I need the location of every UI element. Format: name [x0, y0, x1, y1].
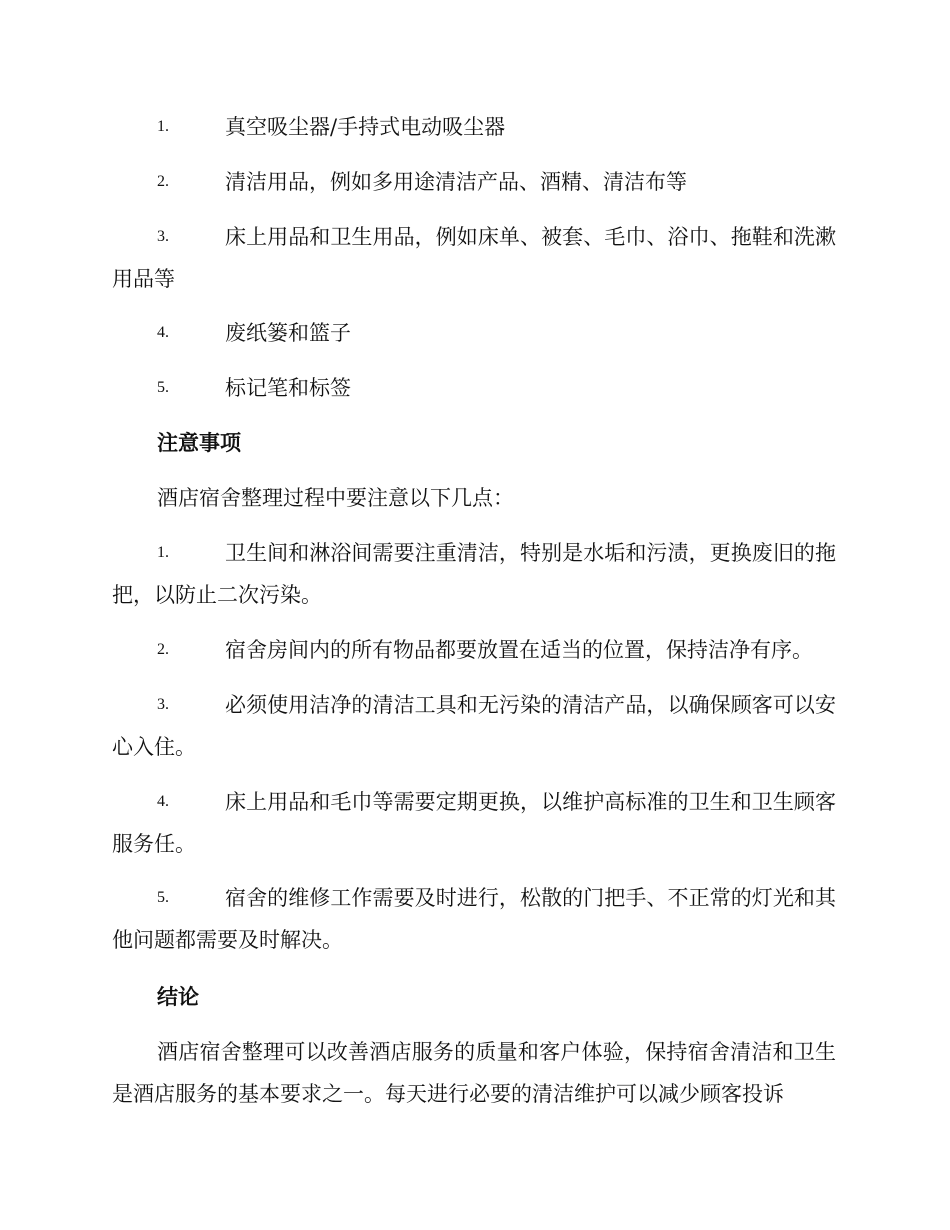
list-item-text: 清洁用品，例如多用途清洁产品、酒精、清洁布等 — [225, 170, 687, 194]
equipment-item — [112, 312, 836, 354]
equipment-item — [112, 216, 836, 300]
list-item-text: 标记笔和标签 — [225, 376, 351, 400]
list-item-text: 真空吸尘器/手持式电动吸尘器 — [225, 115, 506, 139]
conclusion-paragraph: 酒店宿舍整理可以改善酒店服务的质量和客户体验，保持宿舍清洁和卫生是酒店服务的基本要求之一。每天进行必要的清洁维护可以减少顾客投诉 — [112, 1040, 836, 1106]
section-heading-conclusion: 结论 — [157, 984, 199, 1009]
notes-intro: 酒店宿舍整理过程中要注意以下几点： — [157, 486, 514, 510]
list-number: 3. — [157, 228, 169, 245]
list-item-text: 宿舍的维修工作需要及时进行，松散的门把手、不正常的灯光和其他问题都需要及时解决。 — [112, 886, 836, 952]
equipment-item — [112, 161, 836, 203]
list-item-text: 床上用品和毛巾等需要定期更换，以维护高标准的卫生和卫生顾客服务任。 — [112, 790, 836, 856]
note-item — [112, 877, 836, 961]
equipment-item — [112, 367, 836, 409]
list-number: 1. — [157, 544, 169, 561]
list-item-text: 卫生间和淋浴间需要注重清洁，特别是水垢和污渍，更换废旧的拖把，以防止二次污染。 — [112, 541, 836, 607]
list-item-text: 床上用品和卫生用品，例如床单、被套、毛巾、浴巾、拖鞋和洗漱用品等 — [112, 225, 836, 291]
equipment-item — [112, 106, 836, 148]
list-number: 2. — [157, 173, 169, 190]
list-item-text: 必须使用洁净的清洁工具和无污染的清洁产品，以确保顾客可以安心入住。 — [112, 693, 836, 759]
list-number: 1. — [157, 118, 169, 135]
note-item — [112, 684, 836, 768]
list-item-text: 废纸篓和篮子 — [225, 321, 351, 345]
section-heading-notes: 注意事项 — [157, 430, 241, 455]
list-number: 2. — [157, 641, 169, 658]
list-item-text: 宿舍房间内的所有物品都要放置在适当的位置，保持洁净有序。 — [225, 638, 813, 662]
note-item — [112, 532, 836, 616]
list-number: 5. — [157, 889, 169, 906]
list-number: 3. — [157, 696, 169, 713]
list-number: 5. — [157, 379, 169, 396]
list-number: 4. — [157, 324, 169, 341]
list-number: 4. — [157, 793, 169, 810]
note-item — [112, 781, 836, 865]
note-item — [112, 629, 836, 671]
